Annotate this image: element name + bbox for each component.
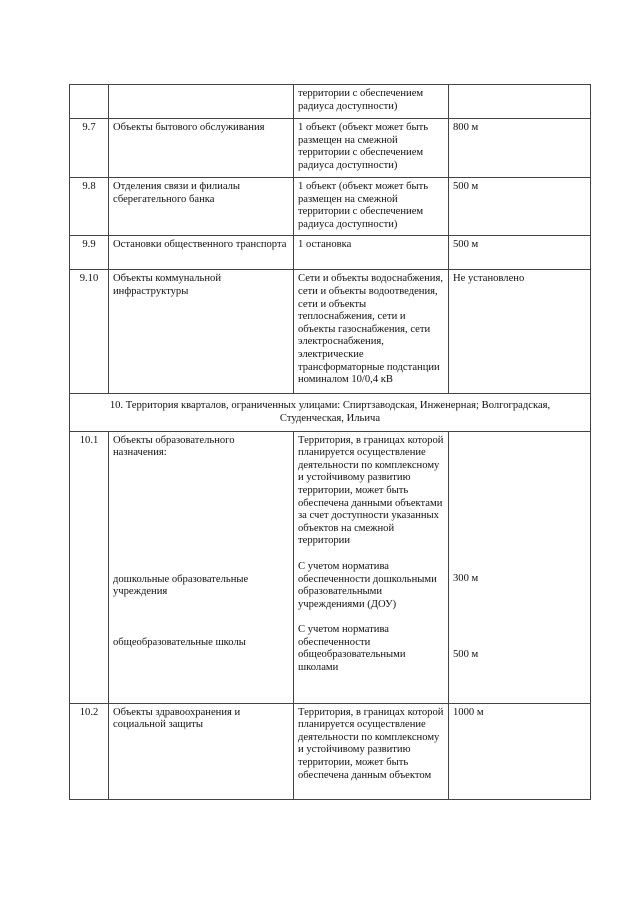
row-number: 9.9 [70,236,109,270]
row-distance [449,85,591,119]
row-value: Сети и объекты водоснабжения, сети и объекты водоотведения, сети и объекты теплоснабжения, сети и объекты газоснабжения, сети электроснабжения, электрические трансформаторные подстанции номиналом 10/0,4 кВ [294,270,449,394]
sub-distance-preschool: 300 м [453,572,479,584]
row-number: 9.8 [70,178,109,236]
row-value: 1 объект (объект может быть размещен на смежной территории с обеспечением радиуса доступности) [294,178,449,236]
row-distance-cell [449,431,591,703]
row-value-cell [294,431,449,703]
row-object-name: Объекты образовательного назначения: [113,434,235,459]
row-value: 1 объект (объект может быть размещен на смежной территории с обеспечением радиуса доступности) [294,119,449,178]
sub-value-schools: С учетом норматива обеспеченности общеобразовательными школами [298,624,406,674]
row-object-name: Объекты коммунальной инфраструктуры [109,270,294,394]
row-distance: Не установлено [449,270,591,394]
row-number: 10.2 [70,703,109,799]
row-value: территории с обеспечением радиуса доступности) [294,85,449,119]
row-object-name-cell [109,431,294,703]
row-value: 1 остановка [294,236,449,270]
table-row-continuation [70,85,591,119]
row-distance: 500 м [449,236,591,270]
row-number [70,85,109,119]
row-value: Территория, в границах которой планируется осуществление деятельности по комплексному и устойчивому развитию территории, может быть обеспечена данными объектами за счет доступности указанных объектов на смежной территории [298,434,444,547]
table-row-9-9 [70,236,591,270]
row-distance: 800 м [449,119,591,178]
row-number: 9.10 [70,270,109,394]
row-number: 9.7 [70,119,109,178]
row-number: 10.1 [70,431,109,703]
row-distance: 500 м [449,178,591,236]
section-row-10 [70,394,591,431]
row-object-name [109,85,294,119]
sub-distance-schools: 500 м [453,649,479,661]
sub-object-name-preschool: дошкольные образовательные учреждения [113,573,249,598]
table-row-9-10 [70,270,591,394]
row-distance: 1000 м [449,703,591,799]
row-object-name: Объекты здравоохранения и социальной защиты [109,703,294,799]
table-row-9-7 [70,119,591,178]
section-heading: 10. Территория кварталов, ограниченных улицами: Спиртзаводская, Инженерная; Волгоградская, Студенческая, Ильича [70,394,591,431]
table-row-9-8 [70,178,591,236]
sub-object-name-schools: общеобразовательные школы [113,636,246,648]
row-object-name: Объекты бытового обслуживания [109,119,294,178]
sub-value-preschool: С учетом норматива обеспеченности дошкольными образовательными учреждениями (ДОУ) [298,560,437,610]
row-object-name: Остановки общественного транспорта [109,236,294,270]
table-row-10-2 [70,703,591,799]
row-value: Территория, в границах которой планируется осуществление деятельности по комплексному и устойчивому развитию территории, может быть обеспечена данным объектом [294,703,449,799]
row-object-name: Отделения связи и филиалы сберегательного банка [109,178,294,236]
table-row-10-1 [70,431,591,703]
standards-table [69,84,591,800]
